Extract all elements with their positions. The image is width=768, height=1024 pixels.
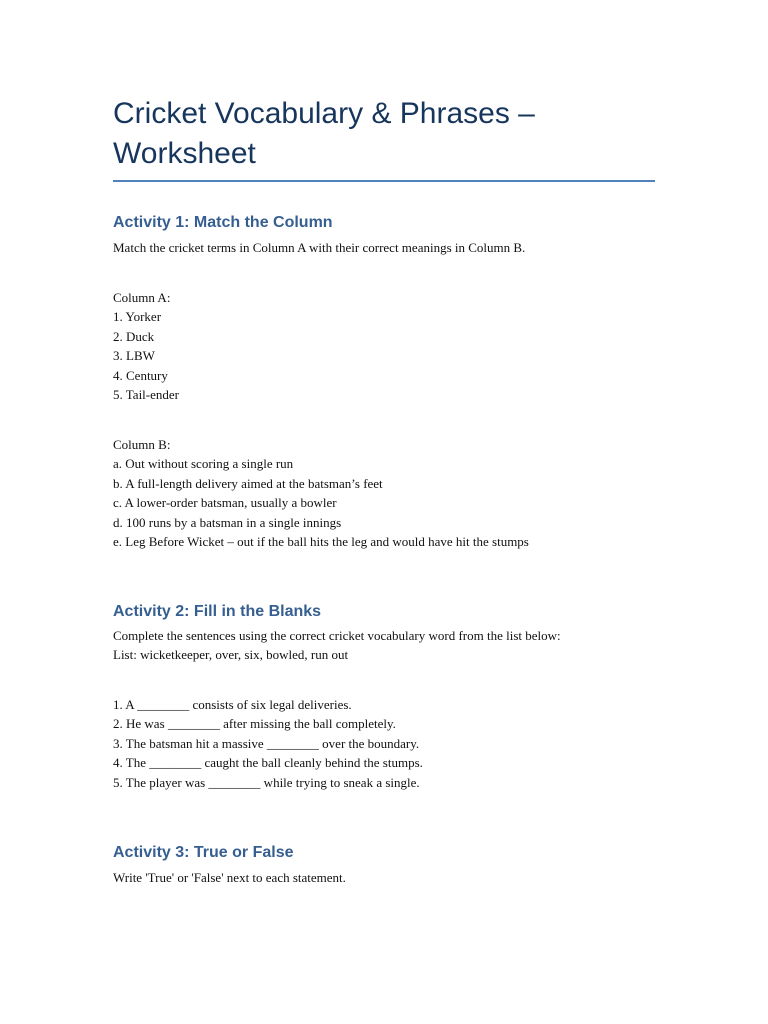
list-item: 2. Duck [113,328,155,344]
list-item: 3. LBW [113,348,155,364]
activity-1-instructions-block [113,238,656,257]
list-item: 1. A ________ consists of six legal deliveries. [113,697,352,712]
list-item: 5. The player was ________ while trying to sneak a single. [113,774,420,790]
activity-2-instructions-block [113,626,656,665]
activity-2-section [113,602,656,622]
list-item: 4. Century [113,367,168,383]
activity-1-section [113,213,656,233]
column-b-label: Column B: [113,437,171,452]
column-a-label: Column A: [113,290,171,305]
activity-2-word-list: List: wicketkeeper, over, six, bowled, run out [113,647,349,663]
column-b-list [113,435,656,551]
activity-2-instructions: Complete the sentences using the correct cricket vocabulary word from the list below: [113,628,561,643]
column-a-list [113,288,656,404]
list-item: 5. Tail-ender [113,387,179,403]
activity-1-heading: Activity 1: Match the Column [113,214,333,231]
list-item: c. A lower-order batsman, usually a bowler [113,495,337,511]
activity-3-section [113,843,656,863]
activity-1-instructions: Match the cricket terms in Column A with their correct meanings in Column B. [113,240,526,255]
title-divider [113,180,655,182]
list-item: 1. Yorker [113,309,162,325]
fill-blanks-list [113,695,656,792]
page-title: Cricket Vocabulary & Phrases – Worksheet [113,97,535,170]
activity-3-heading: Activity 3: True or False [113,844,294,861]
list-item: e. Leg Before Wicket – out if the ball hits the leg and would have hit the stumps [113,534,529,550]
activity-3-instructions: Write 'True' or 'False' next to each statement. [113,870,346,885]
activity-3-instructions-block [113,868,656,887]
list-item: 4. The ________ caught the ball cleanly behind the stumps. [113,755,423,771]
list-item: 3. The batsman hit a massive ________ over the boundary. [113,735,420,751]
worksheet-page [113,94,656,182]
list-item: 2. He was ________ after missing the ball completely. [113,716,396,732]
list-item: d. 100 runs by a batsman in a single innings [113,514,342,530]
list-item: b. A full-length delivery aimed at the batsman’s feet [113,475,383,491]
list-item: a. Out without scoring a single run [113,456,294,472]
activity-2-heading: Activity 2: Fill in the Blanks [113,603,322,620]
